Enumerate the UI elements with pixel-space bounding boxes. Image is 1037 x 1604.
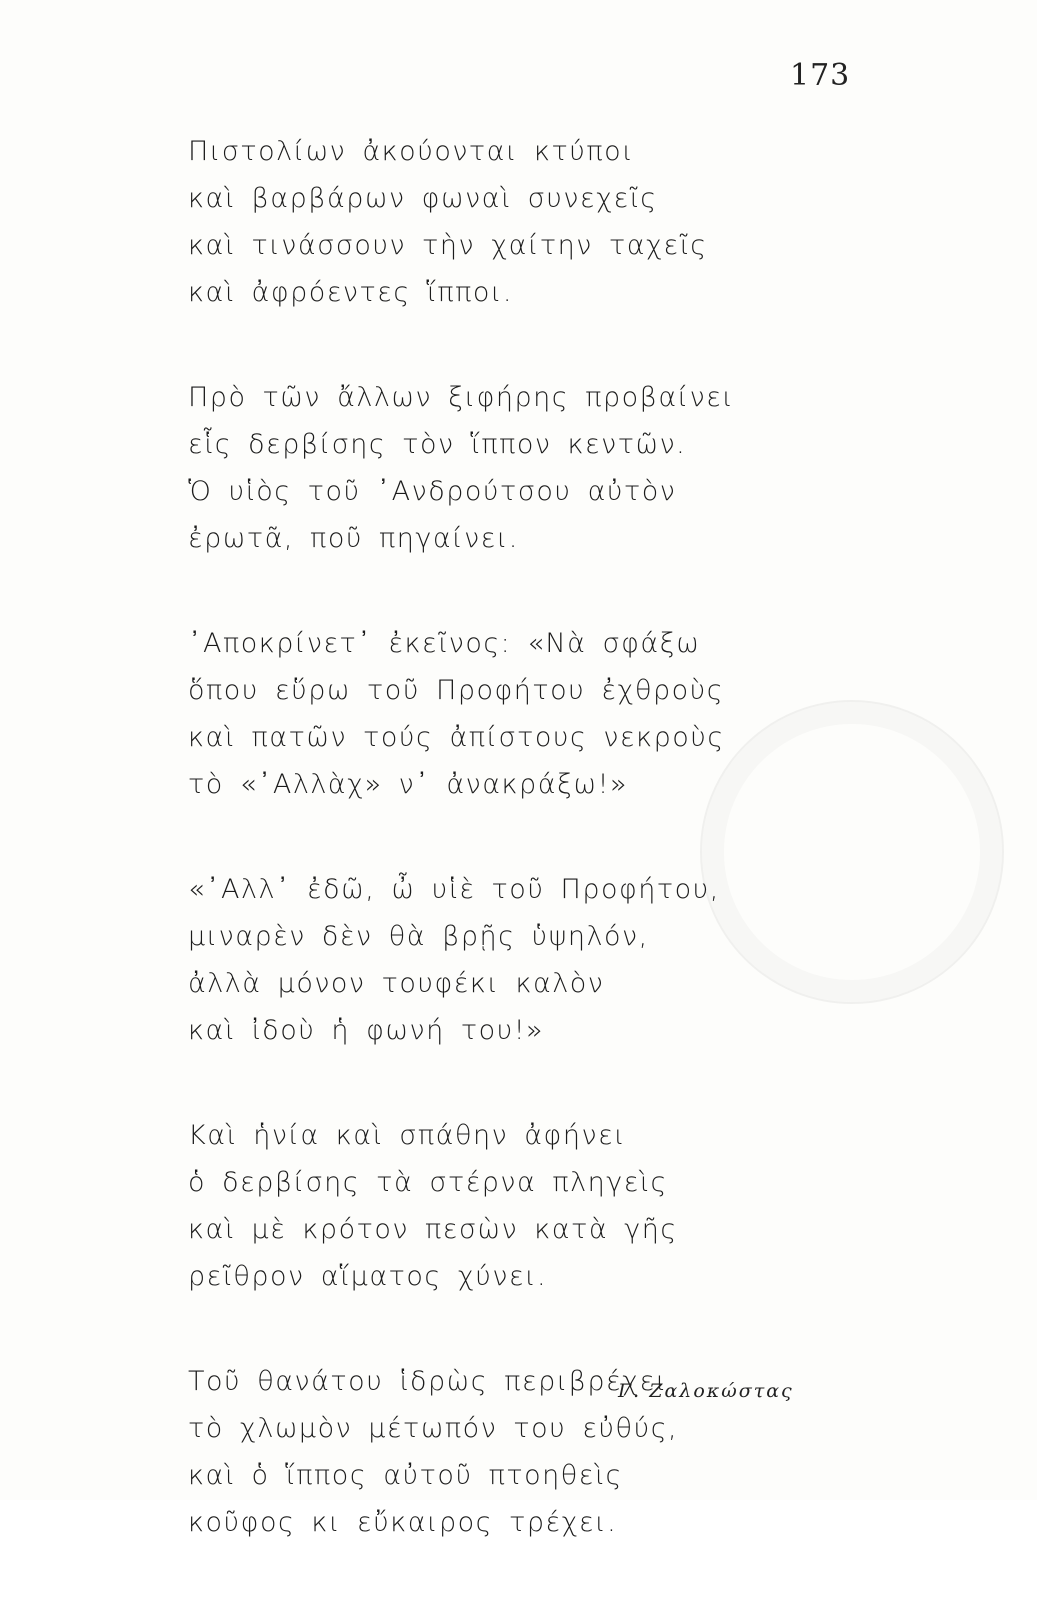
stanza-2 bbox=[188, 374, 828, 562]
verse-line: καὶ πατῶν τούς ἀπίστους νεκροὺς bbox=[188, 722, 725, 753]
stanza-1 bbox=[188, 128, 828, 316]
verse-line: ἀλλὰ μόνον τουφέκι καλὸν bbox=[188, 968, 605, 999]
verse-line: Τοῦ θανάτου ἱδρὼς περιβρέχει bbox=[188, 1366, 668, 1397]
verse-line: κοῦφος κι εὔκαιρος τρέχει. bbox=[188, 1507, 618, 1538]
verse-line: καὶ ὁ ἵππος αὐτοῦ πτοηθεὶς bbox=[188, 1460, 623, 1491]
verse-line: «᾿Αλλ᾿ ἐδῶ, ὦ υἱὲ τοῦ Προφήτου, bbox=[188, 874, 720, 905]
verse-line: καὶ ἰδοὺ ἡ φωνή του!» bbox=[188, 1015, 545, 1046]
verse-line: ρεῖθρον αἵματος χύνει. bbox=[188, 1261, 548, 1292]
verse-line: ἐρωτᾶ, ποῦ πηγαίνει. bbox=[188, 523, 519, 554]
verse-line: ὅπου εὕρω τοῦ Προφήτου ἐχθροὺς bbox=[188, 675, 725, 706]
stanza-5 bbox=[188, 1112, 828, 1300]
verse-line: εἷς δερβίσης τὸν ἵππον κεντῶν. bbox=[188, 429, 687, 460]
verse-line: καὶ ἀφρόεντες ἵπποι. bbox=[188, 277, 513, 308]
verse-line: Πρὸ τῶν ἄλλων ξιφήρης προβαίνει bbox=[188, 382, 735, 413]
verse-line: μιναρὲν δὲν θὰ βρῇς ὑψηλόν, bbox=[188, 921, 649, 952]
verse-line: Ὁ υἱὸς τοῦ ᾿Ανδρούτσου αὐτὸν bbox=[188, 476, 677, 507]
verse-line: ὁ δερβίσης τὰ στέρνα πληγεὶς bbox=[188, 1167, 668, 1198]
page-number: 173 bbox=[790, 58, 851, 93]
stanza-3 bbox=[188, 620, 828, 808]
verse-line: καὶ βαρβάρων φωναὶ συνεχεῖς bbox=[188, 183, 658, 214]
verse-line: Πιστολίων ἀκούονται κτύποι bbox=[188, 136, 635, 167]
verse-line: Καὶ ἡνία καὶ σπάθην ἀφήνει bbox=[188, 1120, 627, 1151]
verse-line: καὶ τινάσσουν τὴν χαίτην ταχεῖς bbox=[188, 230, 708, 261]
stanza-4 bbox=[188, 866, 828, 1054]
author-signature: Γ. Ζαλοκώστας bbox=[618, 1380, 794, 1402]
verse-line: καὶ μὲ κρότον πεσὼν κατὰ γῆς bbox=[188, 1214, 678, 1245]
verse-line: τὸ «᾿Αλλὰχ» ν᾿ ἀνακράξω!» bbox=[188, 769, 628, 800]
verse-line: ᾿Αποκρίνετ᾿ ἐκεῖνος: «Νὰ σφάξω bbox=[188, 628, 701, 659]
verse-line: τὸ χλωμὸν μέτωπόν του εὐθύς, bbox=[188, 1413, 679, 1444]
